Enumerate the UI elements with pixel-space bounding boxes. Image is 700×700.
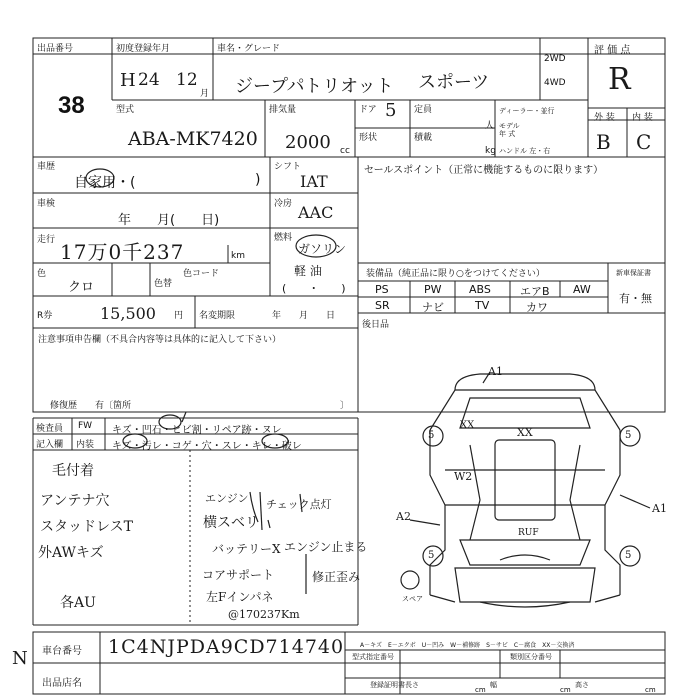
name-change-label: 名変期限 bbox=[199, 311, 236, 321]
note-aw-scratch: 外AWキズ bbox=[38, 545, 104, 561]
width-unit: cm bbox=[560, 686, 571, 694]
interior-inspect-label: 内装 bbox=[76, 440, 95, 450]
diagram-ruf: RUF bbox=[518, 528, 539, 538]
note-hair: 毛付着 bbox=[52, 463, 94, 479]
fuel-label: 燃料 bbox=[274, 233, 293, 243]
history-close: ) bbox=[255, 172, 261, 188]
equip-tv: TV bbox=[475, 299, 490, 312]
displacement-unit: cc bbox=[340, 146, 350, 156]
interior-label: 内 装 bbox=[632, 113, 653, 123]
ticket-amount: 15,500 bbox=[100, 304, 156, 323]
damage-legend: A－キズ E－エクボ U－凹み W－補修跡 S－サビ C－腐食 XX－交換済 bbox=[360, 642, 575, 649]
shift-label: シフト bbox=[274, 162, 302, 172]
notes-label: 注意事項申告欄（不具合内容等は具体的に記入して下さい） bbox=[38, 335, 282, 345]
registration-year: 24 bbox=[138, 70, 160, 90]
diagram-xx-left: XX bbox=[460, 420, 475, 431]
diagram-a1-top: A1 bbox=[488, 365, 503, 378]
registration-month: 12 bbox=[176, 70, 198, 90]
first-registration-label: 初度登録年月 bbox=[116, 44, 171, 54]
diagram-a2: A2 bbox=[396, 510, 411, 523]
note-each-au: 各AU bbox=[60, 595, 96, 611]
two-wd-label: 2WD bbox=[544, 54, 566, 64]
load-unit: kg bbox=[485, 146, 496, 156]
lot-number-label: 出品番号 bbox=[37, 44, 74, 54]
tire-fr: 5 bbox=[625, 430, 632, 441]
exterior-label: 外 装 bbox=[594, 113, 615, 123]
seller-name-label: 出品店名 bbox=[42, 678, 82, 689]
equip-leather: カワ bbox=[526, 301, 548, 314]
diagram-spare: スペア bbox=[402, 595, 423, 603]
interior-score: C bbox=[636, 130, 652, 154]
length-unit: cm bbox=[475, 686, 486, 694]
chassis-number-label: 車台番号 bbox=[42, 646, 82, 657]
diagram-xx-center: XX bbox=[517, 426, 533, 439]
length-label: 長さ bbox=[405, 681, 419, 689]
dealer-label: ディーラー・並行 bbox=[499, 107, 555, 115]
cert-label: 登録証明書 bbox=[370, 681, 405, 689]
equip-ps: PS bbox=[375, 283, 389, 296]
mileage: 17万0千237 bbox=[60, 240, 185, 264]
four-wd-label: 4WD bbox=[544, 78, 566, 88]
inspector-label: 検査員 bbox=[36, 424, 64, 434]
history-label: 車歴 bbox=[37, 162, 56, 172]
shift: IAT bbox=[300, 172, 328, 191]
color-code-label: 色コード bbox=[183, 269, 220, 279]
note-correction: 修正歪み bbox=[312, 570, 361, 584]
fuel-diesel: 軽 油 bbox=[294, 264, 322, 278]
chassis-number: 1C4NJPDA9CD714740 bbox=[108, 636, 345, 658]
equip-airbag: エアB bbox=[520, 285, 550, 298]
mileage-label: 走行 bbox=[37, 235, 56, 245]
interior-defects: キズ・汚レ・コゲ・穴・スレ・キレ・破レ bbox=[112, 441, 302, 452]
capacity-label: 定員 bbox=[414, 105, 433, 115]
load-label: 積載 bbox=[414, 133, 433, 143]
equip-pw: PW bbox=[424, 283, 442, 296]
type-spec-label: 型式指定番号 bbox=[352, 653, 394, 661]
score-label: 評 価 点 bbox=[594, 45, 631, 56]
fw-defects: キズ・凹石・ヒビ割・リペア跡・ヌレ bbox=[112, 425, 282, 436]
history-value: 自家用・( bbox=[74, 175, 136, 191]
exterior-score: B bbox=[596, 130, 611, 154]
fuel-gasoline: ガソリン bbox=[298, 242, 347, 256]
model-year-label: モデル 年 式 bbox=[499, 122, 520, 138]
note-battery: バッテリーX bbox=[212, 542, 281, 556]
door-count: 5 bbox=[385, 100, 397, 121]
warranty-value: 有・無 bbox=[619, 292, 652, 305]
model-type: ABA-MK7420 bbox=[128, 128, 258, 150]
tire-rl: 5 bbox=[428, 550, 435, 561]
handle-label: ハンドル 左・右 bbox=[499, 147, 551, 155]
ac-label: 冷房 bbox=[274, 199, 293, 209]
note-engine-stops: エンジン止まる bbox=[284, 540, 368, 554]
later-items-label: 後日品 bbox=[362, 320, 390, 330]
note-check-light: チェック点灯 bbox=[266, 498, 332, 511]
sales-point-label: セールスポイント（正常に機能するものに限ります） bbox=[364, 165, 604, 176]
tire-rr: 5 bbox=[625, 550, 632, 561]
car-name: ジープパトリオット bbox=[235, 76, 394, 97]
equip-abs: ABS bbox=[469, 283, 491, 296]
ticket-unit: 円 bbox=[174, 311, 184, 321]
equipment-label: 装備品（純正品に限り○をつけてください） bbox=[366, 269, 545, 279]
diagram-w2: W2 bbox=[454, 470, 473, 483]
note-side-slip: 横スベリ bbox=[203, 515, 259, 531]
note-mileage: @170237Km bbox=[228, 608, 300, 621]
class-number-label: 類別区分番号 bbox=[510, 653, 552, 661]
overall-score: R bbox=[608, 62, 631, 97]
tire-fl: 5 bbox=[428, 430, 435, 441]
fuel-other: ( ・ ) bbox=[282, 282, 346, 295]
inspection-label: 車検 bbox=[37, 199, 56, 209]
color: クロ bbox=[68, 280, 95, 295]
entry-label: 記入欄 bbox=[36, 440, 64, 450]
diagram-a1-right: A1 bbox=[652, 502, 667, 515]
note-engine: エンジン bbox=[205, 492, 249, 505]
displacement: 2000 bbox=[285, 132, 331, 153]
inspection-value: 年 月( 日) bbox=[118, 213, 220, 228]
month-unit: 月 bbox=[200, 89, 210, 99]
mileage-unit: km bbox=[231, 251, 245, 261]
lot-number: 38 bbox=[58, 92, 85, 119]
equip-navi: ナビ bbox=[422, 301, 444, 314]
height-label: 高さ bbox=[575, 681, 589, 689]
car-name-label: 車名・グレード bbox=[217, 44, 281, 54]
equip-sr: SR bbox=[375, 299, 390, 312]
displacement-label: 排気量 bbox=[269, 105, 297, 115]
note-left-panel: 左Fインパネ bbox=[206, 590, 274, 604]
equip-aw: AW bbox=[573, 283, 591, 296]
shape-label: 形状 bbox=[359, 133, 378, 143]
width-label: 幅 bbox=[490, 681, 497, 689]
door-label: ドア bbox=[359, 105, 377, 115]
color-label: 色 bbox=[37, 269, 47, 279]
car-grade: スポーツ bbox=[418, 72, 490, 93]
height-unit: cm bbox=[645, 686, 656, 694]
fw-label: FW bbox=[78, 421, 93, 431]
model-type-label: 型式 bbox=[116, 105, 135, 115]
car-diagram bbox=[401, 372, 650, 607]
note-studless: スタッドレスT bbox=[40, 519, 133, 535]
note-core-support: コアサポート bbox=[202, 568, 275, 582]
registration-era: H bbox=[120, 70, 136, 91]
name-change-value: 年 月 日 bbox=[272, 311, 336, 321]
note-antenna-hole: アンテナ穴 bbox=[40, 493, 110, 509]
note-mark: N bbox=[12, 648, 28, 669]
capacity-unit: 人 bbox=[485, 121, 495, 131]
ticket-label: R券 bbox=[37, 311, 53, 321]
repair-history-label: 修復歴 有〔箇所 bbox=[50, 401, 132, 411]
warranty-label: 新車保証書 bbox=[616, 269, 651, 277]
recolor-label: 色替 bbox=[154, 279, 173, 289]
repair-history-close: 〕 bbox=[340, 401, 350, 411]
ac-type: AAC bbox=[298, 203, 334, 222]
